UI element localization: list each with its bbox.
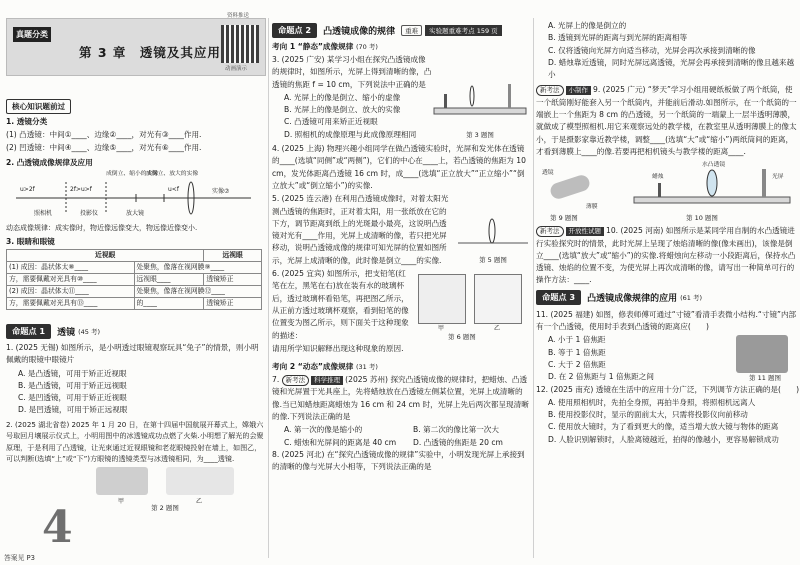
q7-number: 7. [272,375,282,385]
q9-stem-end: 再把相机镜头与教学楼的距离____. [629,146,746,156]
q11-option[interactable]: D. 在 2 倍焦距与 1 倍焦距之间 [548,372,654,382]
q12-option[interactable]: B. 使用投影仪时，显示的面前太大，只需将投影仪向前移动 [548,410,748,420]
eye-cell: 透镜矫正 [204,273,262,285]
fig10-bench [634,197,790,203]
q7-options-grid [272,424,530,449]
q3-option[interactable]: C. 凸透镜可用来矫正近视眼 [284,117,378,127]
eye-heading: 3. 眼睛和眼镜 [6,236,55,246]
q3-optical-bench-svg [432,78,528,126]
q6-block [272,268,530,355]
dir1-count: (70 考) [355,43,378,51]
q11-caption: 第 11 题图 [749,373,781,382]
fig10-label-screen: 光屏 [772,174,784,181]
q11-photo [736,335,788,373]
q7-option[interactable]: A. 第一次的像是缩小的 [284,425,363,435]
candle [444,94,447,108]
fig10-water-lens [707,170,717,196]
logo [13,27,51,42]
right-column [536,0,800,565]
eye-table-row [7,273,262,285]
q11-option[interactable]: C. 大于 2 倍焦距 [548,359,606,369]
fig9-caption: 第 9 题图 [550,214,578,223]
diagram-top-2: 成倒立、放大的实像 [146,170,199,177]
q2-figure [6,465,264,506]
answer-reference: 答案见 P3 [4,554,35,562]
diagram-mid-2: 2f>u>f [70,185,92,193]
fig10-screen [762,169,766,197]
eye-cell: 近视眼 [7,249,204,261]
fig9-label-film: 薄膜 [586,204,598,211]
q8-stem: 8. (2025 河北) 在“探究凸透镜成像的规律”实验中，小明发现光屏上承接到的清晰的像与光屏大小相等，下列说法正确的是 [272,449,525,472]
eye-cell: (1) 成因：晶状体太⑧____ [7,261,135,273]
q6-caption: 第 6 题图 [448,333,476,342]
diagram-top-1: 成倒立、缩小的实像 [106,170,159,177]
q6-stem: 6. (2025 宜宾) 如图所示，把支铅笔(红笔在左，黑笔在右)放在装有水的玻璃杯后，透过玻璃杯看铅笔，再把图乙所示，从正前方透过玻璃杯观察，看到铅笔的像位置变为图乙所示，则下面关于这种现象的描述： [272,269,409,340]
middle-column [272,0,530,565]
q12-option[interactable]: D. 人脸识别解锁时，人脸离镜越近，拍得的像越小，更容易解锁成功 [548,434,779,444]
q6-fig-a-image [418,274,466,324]
q2-fig-b-image [166,467,234,495]
fig10-label-candle: 蜡烛 [652,174,664,181]
q7-option[interactable]: B. 第二次的像比第一次大 [413,425,499,435]
q6-fig-a-label: 甲 [438,325,445,333]
eye-cell: 处聚焦，像落在视网膜⑫____ [134,285,262,297]
q7-option[interactable]: C. 蜡烛和光屏间的距离是 40 cm [284,437,397,447]
topic3-count: (61 考) [680,294,703,303]
diagram-mid-1: u>2f [20,185,35,193]
q9-tag2: 小制作 [566,86,592,95]
fig10 [632,161,792,213]
q11-option[interactable]: B. 等于 1 倍焦距 [548,347,606,357]
q7-stem: (2025 苏州) 探究凸透镜成像的规律时，把蜡烛、凸透镜和光屏置于光具座上，先将蜡烛放在凸透镜左侧某位置，光屏上成清晰的像.当已知蜡烛距离蜡烛为 16 cm 和 24 cm 时，光屏上先后两次都呈现清晰的像.下列说法正确的是 [272,375,529,422]
dynamic-rule: 动态成像规律：成实像时，物近像远像变大，物远像近像变小. [6,223,198,232]
eye-table-row [7,261,262,273]
q5-caption: 第 5 题图 [479,256,507,265]
q1-option[interactable]: B. 是凸透镜，可用于矫正远视眼 [18,380,127,390]
topic2-title: 凸透镜成像的规律 [323,26,396,37]
lens [470,86,474,106]
q2-caption: 第 2 题图 [151,504,179,513]
topic2-badge: 重难 [401,25,422,36]
q11-stem [536,309,800,334]
eye-cell: 透镜矫正 [204,297,262,309]
lens-types-heading: 1. 透镜分类 [6,117,48,126]
core-knowledge-section [6,94,264,310]
q9-tag: 新考法 [536,85,564,96]
q7-tag: 新考法 [282,375,310,386]
diagram-bottom-1: 照相机 [34,209,53,217]
diagram-mid-3: u<f [168,185,179,193]
q4-stem: 4. (2025 上海) 物理兴趣小组同学在做凸透镜实验时，光屏和发光体在透镜的____(选填“同侧”或“两侧”)，它们的中心在____上，若凸透镜的焦距为 10 cm，发光体距离凸透镜 16 cm 时，成____(选填“正立放大”“正立缩小”“倒立放大”或“倒立缩小”)的实像. [272,144,526,190]
q5-figure [456,213,530,263]
qr-code[interactable] [221,25,259,63]
q8-option[interactable]: C. 仅将透镜向光屏方向适当移动，光屏会再次承接到清晰的像 [548,45,756,55]
q5-block [272,193,530,267]
q11-option[interactable]: A. 小于 1 倍焦距 [548,335,606,345]
qr-label-top: 资料推送 [227,13,250,19]
chapter-title: 第 3 章 透镜及其应用 [79,45,221,60]
q12-stem-text: 12. (2025 南充) 透镜在生活中的应用十分广泛，下列调节方法正确的是 [536,384,779,394]
q6-figure [414,270,530,340]
imaging-heading: 2. 凸透镜成像规律及应用 [6,157,93,167]
topic1-title: 透镜 [57,327,76,338]
q6-fig-b-label: 乙 [494,325,501,333]
q3-block [272,54,530,141]
topic1-count: (45 考) [78,327,101,336]
dir2-count: (31 考) [355,363,378,372]
q9-stem: 9. (2025 广元) “梦天”学习小组用硬纸板做了两个纸筒，使一个纸筒刚好能套入另一个纸筒内，并能前后滑动.如图所示，在一个纸筒的一端嵌上一个焦距为 8 cm 的凸透镜，另一个纸筒的一端蒙上一层半透明薄膜，就做成了模型照相机.用它来观察远处的教学楼，在教室里从透明薄膜上的像太小，于是摄影家靠近教学楼，调整____(选填“大”或“缩小”)两纸筒间的距离，才看到薄膜上____的像.若要 [536,85,797,156]
eye-cell: 方，需要佩戴对光具有⑬____ [7,297,135,309]
q7-option[interactable]: D. 凸透镜的焦距是 20 cm [413,437,503,447]
logo-text: 真题分类 [16,30,48,39]
q8-option[interactable]: A. 光屏上的像是倒立的 [548,21,627,30]
topic2-tag: 命题点 2 [272,23,317,38]
fig9-tube [549,173,592,201]
fig9-label-lens: 透镜 [542,170,554,177]
topic3-header [536,290,800,306]
chapter-banner [6,13,266,76]
topic2-header [272,22,530,38]
q2-stem: 2. (2025 湖北省卷) 2025 年 1 月 20 日，在第十四届中国航展开幕式上，嫦娥六号取回月壤展示仪式上，小明用图中的冰透镜成功点燃了火柴.小明想了解光的会聚原理，于是利用了凸透镜，让光束通过近视眼镜和老花眼镜投射在墙上，如图乙，可以判断(选填“上”或“下”)方眼镜的透镜类型与冰透镜相同，为____透镜. [6,419,264,463]
column-divider [268,18,269,558]
dir2-title-text: 考向 2 “动态”成像规律 [272,362,354,372]
q5-lens-svg [456,213,530,251]
q3-option[interactable]: A. 光屏上的像是倒立、缩小的虚像 [284,92,401,102]
q1-option[interactable]: C. 是凹透镜，可用于矫正近视眼 [18,393,127,403]
q10-stem: 10. (2025 河南) 如图所示是某同学用自制的水凸透镜进行实验探究时的情景，此时光屏上呈现了烛焰清晰的像(像未画出)，该像是倒立____(选填“放大”或“缩小”)的实像.将蜡烛向左移动一小段距离后，保持水凸透镜、烛焰的位置不变，为使光屏上再次成清晰的像，请写出一种简单可行的操作方法：____. [536,226,796,285]
topic1-header [6,323,264,339]
q1-option[interactable]: D. 是凹透镜，可用于矫正远视眼 [18,405,128,415]
q8-option[interactable]: D. 蜡烛靠近透镜，同时光屏远离透镜，光屏会再承接到清晰的像且越来越小 [548,57,795,80]
topic3-tag: 命题点 3 [536,290,581,305]
q6-fig-b-image [474,274,522,324]
fig10-bench-svg [632,161,792,213]
eye-table-row [7,249,262,261]
dir1-title-text: 考向 1 “静态”成像规律 [272,42,354,51]
q11-answer-paren[interactable]: ( ) [687,322,709,332]
core-title: 核心知识题前过 [12,102,66,111]
q1-stem: 1. (2025 无锡) 如图所示，是小明透过眼镜观察玩具“兔子”的情景，则小明佩戴的眼镜中眼镜片 [6,343,259,365]
q12-stem [536,384,800,396]
eye-cell: 远视眼 [204,249,262,261]
q10-block [536,225,800,286]
eye-table-row [7,297,262,309]
q5-lens [489,219,495,243]
eye-table [6,249,262,310]
diagram-bottom-3: 放大镜 [126,209,145,217]
optical-bench [434,108,526,114]
lens-line-1: (1) 凸透镜：中间①____、边缘②____，对光有③____作用. [6,130,202,139]
eye-table-row [7,285,262,297]
q3-option[interactable]: D. 照相机的成像原理与此成像原理相同 [284,129,417,139]
page-number-thumb: 4 [42,502,73,553]
eye-cell: 的____ [134,297,204,309]
topic1-section [6,320,264,512]
left-column [0,0,266,565]
q11-stem-text: 11. (2025 福建) 如图，修表师傅可通过“寸镜”看清手表微小结构.“寸镜”内部有一个凸透镜，使用时手表到凸透镜的距离应 [536,309,797,332]
q11-figure [736,335,794,385]
q6-extra: 请用所学知识解释出现这种现象的原因. [272,343,404,353]
q10-tag2: 开放性试题 [566,227,605,236]
q2-fig-a-image [96,467,148,495]
q9-q10-figures [536,159,800,225]
q9-block [536,84,800,158]
q3-figure [432,78,528,138]
topic2-badge-experiment[interactable]: 实验题重难考点 159 页 [425,25,502,36]
core-section-title [6,99,71,114]
diagram-bottom-2: 投影仪 [80,209,99,217]
topic1-tag: 命题点 1 [6,324,51,339]
fig10-candle [658,183,661,197]
diagram-mid-4: 实像⑦ [212,187,230,195]
eye-cell: 处聚焦，像落在视网膜⑨____ [134,261,262,273]
dir1-title [272,41,530,52]
q2-fig-b-label: 乙 [196,498,203,506]
q5-stem: 5. (2025 连云港) 在利用凸透镜成像时，对着太阳光测凸透镜的焦距时，正对着太阳，用一张纸放在它的下方，调节距离到纸上的光斑最小最亮，这说明凸透镜对光有____作用，光屏上成清晰的像，若只把光屏移动，说明凸透镜成像的规律可知光屏的位置如图所示，光屏上成清晰的像，此时像是倒立____的实像. [272,194,449,265]
column-divider [533,18,534,558]
lens-rule-diagram [6,170,264,222]
q3-caption: 第 3 题图 [466,131,494,139]
q11-block [536,309,800,384]
eye-cell: (2) 成因：晶状体太⑪____ [7,285,135,297]
eye-cell: 远视眼____ [134,273,204,285]
fig10-label-lens: 水凸透镜 [702,162,726,169]
qr-label-bottom: 动画演示 [225,66,248,72]
q10-tag: 新考法 [536,226,564,237]
topic3-title: 凸透镜成像规律的应用 [587,294,678,305]
q12-option[interactable]: A. 使用照相机时，先拍全身照，再拍半身照，将照相机远离人 [548,397,756,407]
q12-option[interactable]: C. 使用放大镜时，为了看到更大的像，适当增大放大镜与物体的距离 [548,422,779,432]
lens-line-2: (2) 凹透镜：中间④____、边缘⑤____，对光有⑥____作用. [6,143,202,153]
q2-fig-a-label: 甲 [118,498,125,506]
q3-stem: 3. (2025 广安) 某学习小组在探究凸透镜成像的规律时，如图所示，光屏上得到清晰的像，凸透镜的焦距 f = 10 cm，下列说法中正确的是 [272,55,432,89]
eye-cell: 方，需要佩戴对光具有⑩____ [7,273,135,285]
q7-tag2: 科学推理 [311,376,343,385]
fig9 [542,165,602,211]
q8-option[interactable]: B. 透镜到光屏的距离与到光屏的距离相等 [548,33,688,43]
fig10-caption: 第 10 题图 [686,214,718,223]
q1-option[interactable]: A. 是凸透镜，可用于矫正近视眼 [18,368,127,378]
screen [508,84,511,108]
q12-answer-paren[interactable]: ( ) [778,384,800,394]
q3-option[interactable]: B. 光屏上的像是倒立、放大的实像 [284,105,401,115]
q7-stem-line [272,374,530,423]
dir2-title [272,361,530,372]
